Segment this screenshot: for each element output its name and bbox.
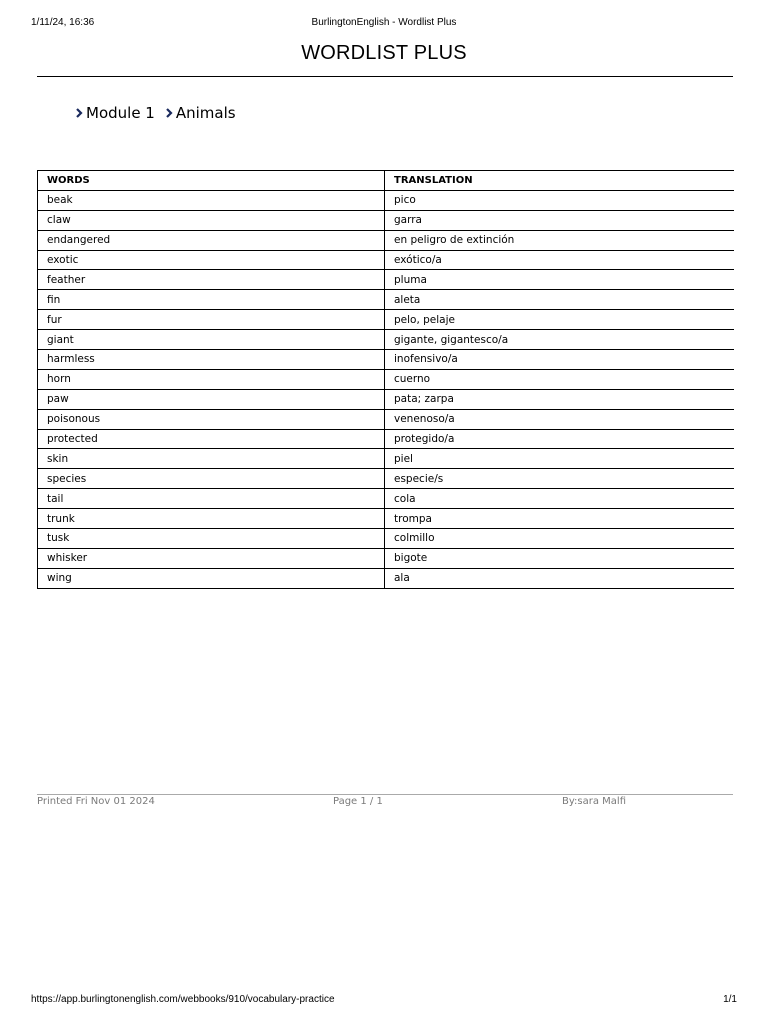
table-row [38,250,734,270]
word-cell: claw [38,210,385,230]
print-page-count: 1/1 [723,994,737,1005]
translation-cell: cuerno [385,369,734,389]
word-cell: horn [38,369,385,389]
word-cell: trunk [38,509,385,529]
table-row [38,290,734,310]
table-header-row [38,171,734,191]
breadcrumb-item-module[interactable] [74,104,155,122]
word-cell: giant [38,330,385,350]
translation-cell: venenoso/a [385,409,734,429]
word-cell: species [38,469,385,489]
breadcrumb-label: Animals [175,104,236,122]
print-doc-title: BurlingtonEnglish - Wordlist Plus [311,17,457,28]
print-footer [0,994,768,1006]
translation-cell: pluma [385,270,734,290]
translation-cell: especie/s [385,469,734,489]
table-row [38,270,734,290]
translation-cell: cola [385,489,734,509]
word-cell: paw [38,389,385,409]
table-row [38,409,734,429]
translation-cell: garra [385,210,734,230]
translation-cell: pata; zarpa [385,389,734,409]
word-cell: tail [38,489,385,509]
table-row [38,350,734,370]
table-row [38,489,734,509]
table-row [38,310,734,330]
translation-cell: exótico/a [385,250,734,270]
table-row [38,210,734,230]
table-row [38,389,734,409]
word-cell: wing [38,568,385,588]
wordlist-table [37,170,734,589]
translation-cell: trompa [385,509,734,529]
word-cell: tusk [38,529,385,549]
table-row [38,548,734,568]
print-url: https://app.burlingtonenglish.com/webbooks/910/vocabulary-practice [31,994,335,1005]
print-header [0,17,768,29]
footer-divider [37,794,733,795]
page-number: Page 1 / 1 [333,796,383,807]
word-cell: feather [38,270,385,290]
word-cell: whisker [38,548,385,568]
translation-cell: protegido/a [385,429,734,449]
breadcrumb-label: Module 1 [86,104,155,122]
word-cell: skin [38,449,385,469]
translation-cell: bigote [385,548,734,568]
word-cell: protected [38,429,385,449]
table-row [38,509,734,529]
table-row [38,568,734,588]
word-cell: endangered [38,230,385,250]
page-footer [0,796,768,810]
printed-date: Printed Fri Nov 01 2024 [37,796,155,807]
word-cell: exotic [38,250,385,270]
table-row [38,190,734,210]
translation-cell: pelo, pelaje [385,310,734,330]
table-row [38,330,734,350]
word-cell: fur [38,310,385,330]
translation-cell: gigante, gigantesco/a [385,330,734,350]
word-cell: poisonous [38,409,385,429]
wordlist-body [38,190,734,588]
breadcrumb [74,102,245,124]
print-datetime: 1/11/24, 16:36 [31,17,95,28]
table-row [38,469,734,489]
title-divider [37,76,733,77]
chevron-right-icon [74,106,84,120]
chevron-right-icon [164,106,174,120]
translation-cell: colmillo [385,529,734,549]
header-words: WORDS [38,171,385,191]
table-row [38,230,734,250]
word-cell: fin [38,290,385,310]
translation-cell: aleta [385,290,734,310]
header-translation: TRANSLATION [385,171,734,191]
page-title: WORDLIST PLUS [301,42,467,64]
table-row [38,429,734,449]
word-cell: harmless [38,350,385,370]
translation-cell: en peligro de extinción [385,230,734,250]
translation-cell: pico [385,190,734,210]
breadcrumb-item-topic[interactable] [164,104,236,122]
translation-cell: piel [385,449,734,469]
word-cell: beak [38,190,385,210]
table-row [38,449,734,469]
translation-cell: inofensivo/a [385,350,734,370]
table-row [38,369,734,389]
author: By:sara Malfi [562,796,627,807]
table-row [38,529,734,549]
translation-cell: ala [385,568,734,588]
